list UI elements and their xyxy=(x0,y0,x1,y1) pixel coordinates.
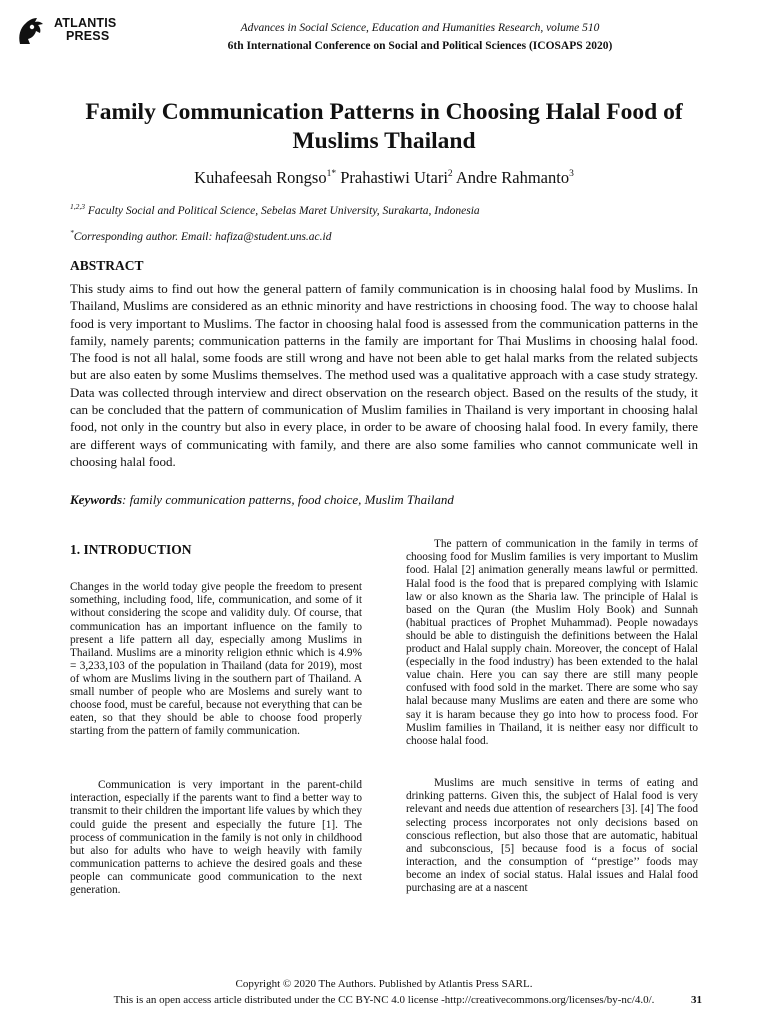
keywords-value: : family communication patterns, food choice, Muslim Thailand xyxy=(122,492,454,507)
affiliation-text: Faculty Social and Political Science, Sebelas Maret University, Surakarta, Indonesia xyxy=(87,205,480,217)
corresponding-mark: * xyxy=(70,228,74,237)
author-mark: 1* xyxy=(326,169,337,179)
keywords xyxy=(70,492,454,508)
keywords-label: Keywords xyxy=(70,492,122,507)
corresponding-author xyxy=(70,230,331,244)
body-paragraph: The pattern of communication in the family in terms of choosing food for Muslim families is very important to Muslim food. Halal [2] animation generally means lawful or permitted. Halal food is the food that is prepared complying with Islamic law or also known as the Sharia law. The principle of Halal is based on the Quran (the Muslim Holy Book) and Sunnah (habitual practices of Prophet Muhammad). People nowadays should be able to distinguish the definitions between the Halal product and Halal supply chain. Moreover, the concept of Halal (especially in the food industry) has been extended to the halal value chain. Here you can say there are still many people confused with food sold in the market. There are some who say halal because many Muslims are eaten and there are some who say it is haram because they go into how to process food. For Muslim families in Thailand, it is neither easy nor difficult to choose halal food. xyxy=(406,538,698,747)
journal-line: Advances in Social Science, Education and Humanities Research, volume 510 xyxy=(240,22,600,34)
page-number: 31 xyxy=(691,994,702,1006)
affiliation-marks: 1,2,3 xyxy=(70,202,85,211)
affiliation xyxy=(70,204,480,218)
atlantis-press-logo xyxy=(14,12,124,48)
publisher-name-line1: ATLANTIS xyxy=(54,16,117,30)
atlantis-logo-icon xyxy=(14,14,48,48)
author-mark: 3 xyxy=(569,169,574,179)
publisher-name-line2: PRESS xyxy=(66,29,110,43)
paper-title: Family Communication Patterns in Choosing Halal Food of Muslims Thailand xyxy=(85,99,683,154)
body-paragraph: Communication is very important in the parent-child interaction, especially if the parents want to find a better way to transmit to their children the important life values by which they could guide the present and especially the future [1]. The process of communication in the family is not only in childhood but also for adults who have to weigh heavily with family communication patterns to achieve the desired goals and these people can communicate good communication to the next generation. xyxy=(70,779,362,897)
section-heading-introduction: 1. INTRODUCTION xyxy=(70,542,192,557)
copyright-line: Copyright © 2020 The Authors. Published by Atlantis Press SARL. xyxy=(235,978,533,990)
abstract-text: This study aims to find out how the general pattern of family communication is in choosing halal food by Muslims. In Thailand, Muslims are considered as an ethnic minority and have restrictions in choosing food. The way to choose halal food is very important to Muslims. The factor in choosing halal food is assessed from the communication patterns in the family, namely parents; communication patterns in the family are important for Thai Muslims in choosing halal food. The food is not all halal, some foods are still wrong and have not been able to get halal marks from the related subjects but are also eaten by some Muslims themselves. The method used was a qualitative approach with a case study strategy. Data was collected through interview and direct observation on the research object. Based on the results of the study, it can be concluded that the pattern of communication of Muslim families in Thailand is very important in choosing halal food, not only in the country but also in every place, in order to be aware of choosing halal food. In every family, there are different ways of communicating with family, and there are also some families who cannot communicate well in choosing halal food. xyxy=(70,281,698,469)
author-name: Andre Rahmanto xyxy=(455,168,570,187)
license-line: This is an open access article distributed under the CC BY-NC 4.0 license -http://creativecommons.org/licenses/by-nc/4.0/. xyxy=(113,994,655,1006)
conference-line: 6th International Conference on Social and Political Sciences (ICOSAPS 2020) xyxy=(227,40,613,52)
body-paragraph: Changes in the world today give people the freedom to present something, including food, life, communication, and some of it without considering the scope and validity duly. Of course, that communication has an important influence on the family to present a life pattern all day, especially among Muslims in Thailand. Muslims are a minority religion ethnic which is 4.9% = 3,233,103 of the population in Thailand (data for 2019), most of whom are Muslims living in the southern part of Thailand. A small number of people who are Moslems and surely want to choose food, must be careful, because not everything that can be eaten, so that they should be able to choose food properly starting from the pattern of family communication. xyxy=(70,581,362,738)
author-name: Kuhafeesah Rongso xyxy=(194,168,327,187)
abstract-heading: ABSTRACT xyxy=(70,258,144,273)
author-name: Prahastiwi Utari xyxy=(340,168,448,187)
corresponding-text: Corresponding author. Email: hafiza@student.uns.ac.id xyxy=(73,231,332,243)
author-list xyxy=(80,168,688,188)
body-paragraph: Muslims are much sensitive in terms of eating and drinking patterns. Given this, the subject of Halal food is very relevant and needs due attention of researchers [3]. [4] The food selecting process incorporates not only decisions based on conscious reflection, but also those that are automatic, habitual and subconscious, [5] because food is a focus of social interaction, and the consumption of ‘‘prestige’’ foods may become an index of social status. Halal issues and Halal food purchasing are at a nascent xyxy=(406,777,698,895)
author-mark: 2 xyxy=(447,169,453,179)
